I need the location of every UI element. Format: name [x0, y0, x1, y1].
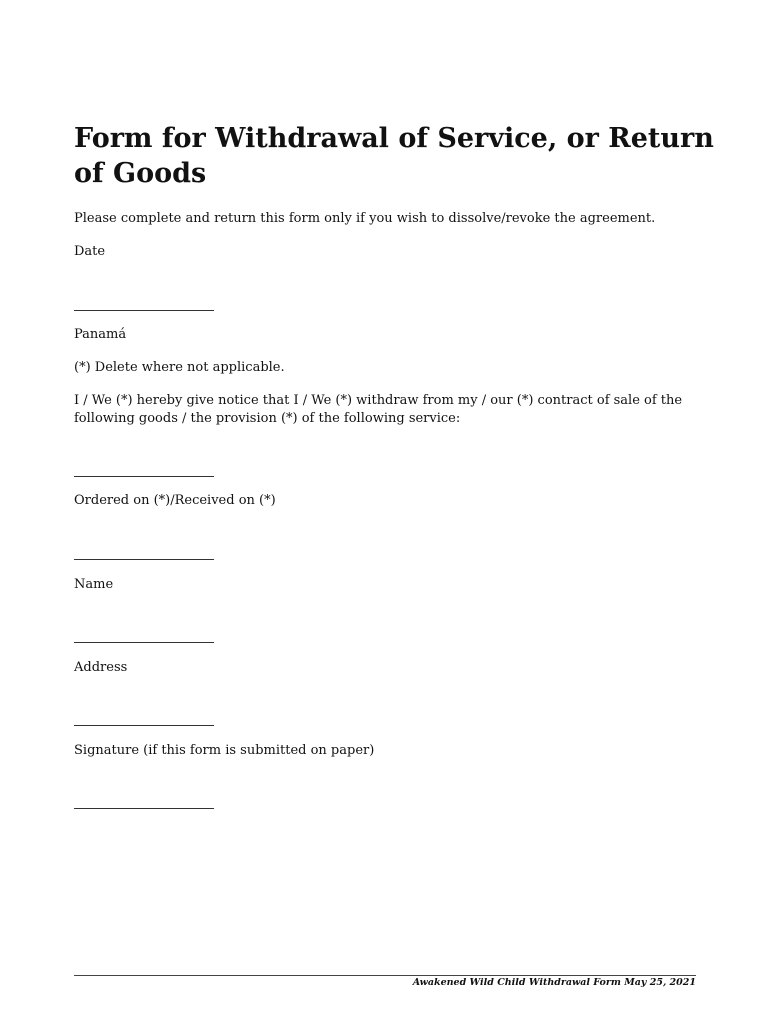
- signature-label: Signature (if this form is submitted on paper): [74, 743, 375, 758]
- date-label: Date: [74, 244, 106, 259]
- ordered-label: Ordered on (*)/Received on (*): [74, 493, 276, 508]
- delete-note: (*) Delete where not applicable.: [74, 360, 285, 375]
- date-blank-line[interactable]: [74, 310, 214, 311]
- footer-text: Awakened Wild Child Withdrawal Form May 25, 2021: [412, 977, 696, 988]
- footer-divider: [74, 975, 696, 976]
- signature-blank-line[interactable]: [74, 808, 214, 809]
- ordered-blank-line[interactable]: [74, 559, 214, 560]
- page-title: Form for Withdrawal of Service, or Return of Goods: [74, 123, 714, 189]
- goods-blank-line[interactable]: [74, 476, 214, 477]
- name-blank-line[interactable]: [74, 642, 214, 643]
- notice-text: I / We (*) hereby give notice that I / We (*) withdraw from my / our (*) contract of sale of the following goods / the provision (*) of the following service:: [74, 393, 683, 426]
- address-label: Address: [74, 660, 128, 675]
- name-label: Name: [74, 577, 114, 592]
- address-blank-line[interactable]: [74, 725, 214, 726]
- intro-text: Please complete and return this form only if you wish to dissolve/revoke the agreement.: [74, 211, 656, 226]
- location-text: Panamá: [74, 327, 127, 342]
